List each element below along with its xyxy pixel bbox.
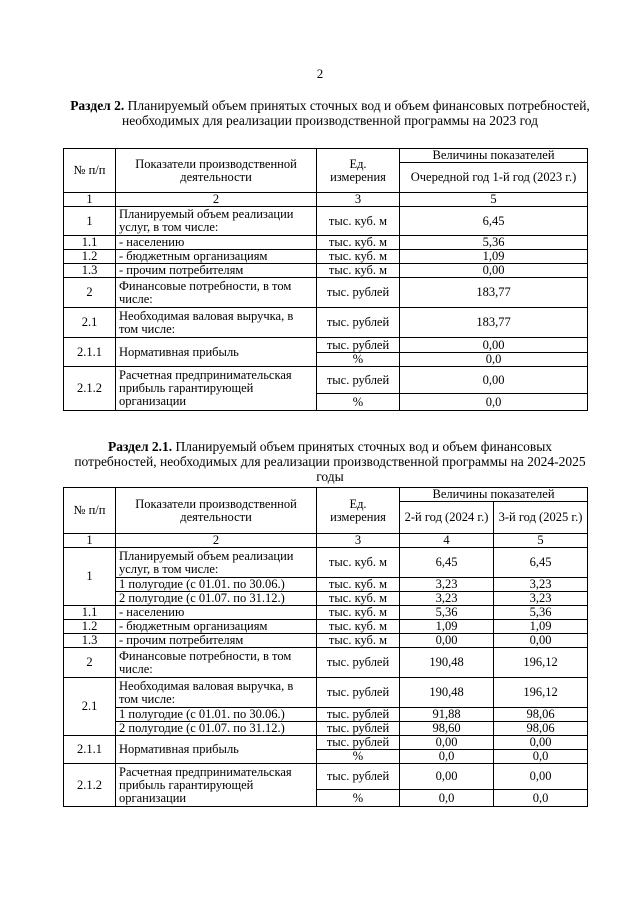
table-row [64, 648, 588, 678]
header-indicator: Показатели производственной деятельности [116, 488, 317, 534]
table-row [64, 708, 588, 722]
row-name: Нормативная прибыль [116, 338, 317, 367]
table-row [64, 620, 588, 634]
row-value: 0,0 [400, 353, 588, 367]
colnum: 2 [116, 193, 317, 207]
row-num: 2.1.1 [64, 338, 116, 367]
row-num: 2.1.2 [64, 764, 116, 807]
section2-table [63, 487, 588, 807]
row-value-2025: 3,23 [494, 578, 588, 592]
table-row [64, 548, 588, 578]
table-row [64, 367, 588, 394]
table-row [64, 634, 588, 648]
header-year3: 3-й год (2025 г.) [494, 502, 588, 534]
section1-title-text: Планируемый объем принятых сточных вод и объем финансовых потребностей, необходимых для реализации производственной программы на 2023 год [122, 98, 590, 128]
row-value-2024: 0,00 [400, 764, 494, 790]
row-value-2024: 91,88 [400, 708, 494, 722]
table-row [64, 207, 588, 236]
row-value-2025: 196,12 [494, 648, 588, 678]
row-value-2024: 3,23 [400, 578, 494, 592]
row-unit: тыс. рублей [317, 764, 400, 790]
header-unit: Ед. измерения [317, 488, 400, 534]
row-num: 2.1.2 [64, 367, 116, 411]
row-num: 1.1 [64, 236, 116, 250]
row-value-2025: 196,12 [494, 678, 588, 708]
row-name: 2 полугодие (с 01.07. по 31.12.) [116, 592, 317, 606]
colnum: 2 [116, 534, 317, 548]
table-row [64, 592, 588, 606]
row-unit: тыс. рублей [317, 678, 400, 708]
table-row [64, 764, 588, 790]
row-unit: тыс. куб. м [317, 548, 400, 578]
row-name: Нормативная прибыль [116, 736, 317, 764]
section1-table [63, 148, 588, 411]
table-row [64, 722, 588, 736]
row-value: 6,45 [400, 207, 588, 236]
row-value-2025: 6,45 [494, 548, 588, 578]
row-value-2024: 190,48 [400, 648, 494, 678]
row-num: 1.2 [64, 620, 116, 634]
row-unit: тыс. куб. м [317, 264, 400, 278]
row-unit: тыс. рублей [317, 338, 400, 353]
page-number: 2 [316, 66, 324, 81]
table-row [64, 678, 588, 708]
header-year1: Очередной год 1-й год (2023 г.) [400, 163, 588, 193]
row-name: - прочим потребителям [116, 634, 317, 648]
row-value-2024: 6,45 [400, 548, 494, 578]
section2-title-bold: Раздел 2.1. [107, 439, 173, 454]
row-unit: тыс. куб. м [317, 606, 400, 620]
row-num: 2.1 [64, 678, 116, 736]
row-value-2025: 0,00 [494, 634, 588, 648]
row-num: 1.3 [64, 264, 116, 278]
row-unit: тыс. куб. м [317, 578, 400, 592]
table-row [64, 736, 588, 750]
row-value: 5,36 [400, 236, 588, 250]
colnum: 3 [317, 534, 400, 548]
row-num: 2.1 [64, 308, 116, 338]
header-num: № п/п [64, 488, 116, 534]
row-unit: % [317, 394, 400, 411]
row-value-2024: 0,00 [400, 736, 494, 750]
row-unit: тыс. куб. м [317, 634, 400, 648]
table-row [64, 264, 588, 278]
row-name: Финансовые потребности, в том числе: [116, 278, 317, 308]
row-unit: тыс. куб. м [317, 236, 400, 250]
row-unit: % [317, 353, 400, 367]
section2-title-text: Планируемый объем принятых сточных вод и объем финансовых потребностей, необходимых для реализации производственной программы на 2024-2025 годы [74, 439, 586, 484]
header-indicator: Показатели производственной деятельности [116, 149, 317, 193]
row-num: 1.3 [64, 634, 116, 648]
row-name: 1 полугодие (с 01.01. по 30.06.) [116, 578, 317, 592]
colnum: 3 [317, 193, 400, 207]
row-value-2024: 1,09 [400, 620, 494, 634]
row-value: 0,0 [400, 394, 588, 411]
row-unit: тыс. рублей [317, 722, 400, 736]
row-num: 2 [64, 648, 116, 678]
row-value-2025: 3,23 [494, 592, 588, 606]
row-name: 1 полугодие (с 01.01. по 30.06.) [116, 708, 317, 722]
row-value-2025: 1,09 [494, 620, 588, 634]
row-unit: тыс. рублей [317, 367, 400, 394]
row-value: 0,00 [400, 338, 588, 353]
row-name: - населению [116, 236, 317, 250]
row-name: - бюджетным организациям [116, 250, 317, 264]
header-num: № п/п [64, 149, 116, 193]
section1-title-bold: Раздел 2. [70, 98, 125, 113]
row-unit: тыс. рублей [317, 708, 400, 722]
row-unit: тыс. куб. м [317, 250, 400, 264]
colnum: 1 [64, 193, 116, 207]
row-unit: тыс. рублей [317, 648, 400, 678]
colnum: 5 [400, 193, 588, 207]
table-row [64, 578, 588, 592]
row-value-2024: 5,36 [400, 606, 494, 620]
row-name: Расчетная предпринимательская прибыль гарантирующей организации [116, 367, 317, 411]
row-value: 0,00 [400, 367, 588, 394]
row-num: 1 [64, 207, 116, 236]
row-value-2024: 3,23 [400, 592, 494, 606]
colnum: 1 [64, 534, 116, 548]
row-name: - прочим потребителям [116, 264, 317, 278]
section2-title [70, 439, 590, 484]
row-value: 1,09 [400, 250, 588, 264]
row-unit: % [317, 750, 400, 764]
row-unit: тыс. рублей [317, 308, 400, 338]
row-num: 2.1.1 [64, 736, 116, 764]
table-row [64, 250, 588, 264]
row-name: Планируемый объем реализации услуг, в том числе: [116, 548, 317, 578]
row-unit: тыс. куб. м [317, 592, 400, 606]
row-value-2024: 190,48 [400, 678, 494, 708]
row-unit: тыс. куб. м [317, 207, 400, 236]
row-value-2024: 0,00 [400, 634, 494, 648]
colnum: 5 [494, 534, 588, 548]
row-value-2024: 98,60 [400, 722, 494, 736]
table-row [64, 338, 588, 353]
row-unit: тыс. рублей [317, 736, 400, 750]
header-year2: 2-й год (2024 г.) [400, 502, 494, 534]
row-value: 0,00 [400, 264, 588, 278]
row-value-2025: 0,0 [494, 790, 588, 807]
row-name: Планируемый объем реализации услуг, в том числе: [116, 207, 317, 236]
row-name: Необходимая валовая выручка, в том числе: [116, 308, 317, 338]
row-value-2025: 0,0 [494, 750, 588, 764]
row-value-2025: 98,06 [494, 722, 588, 736]
row-num: 1.2 [64, 250, 116, 264]
row-value: 183,77 [400, 308, 588, 338]
row-value-2024: 0,0 [400, 790, 494, 807]
table-row [64, 308, 588, 338]
row-name: Финансовые потребности, в том числе: [116, 648, 317, 678]
row-value: 183,77 [400, 278, 588, 308]
row-unit: % [317, 790, 400, 807]
section1-title [70, 98, 590, 128]
header-values: Величины показателей [400, 149, 588, 163]
row-num: 1 [64, 548, 116, 606]
table-row [64, 236, 588, 250]
row-value-2025: 5,36 [494, 606, 588, 620]
row-name: 2 полугодие (с 01.07. по 31.12.) [116, 722, 317, 736]
row-name: - бюджетным организациям [116, 620, 317, 634]
header-values: Величины показателей [400, 488, 588, 502]
row-value-2024: 0,0 [400, 750, 494, 764]
row-name: - населению [116, 606, 317, 620]
colnum: 4 [400, 534, 494, 548]
row-num: 1.1 [64, 606, 116, 620]
table-row [64, 606, 588, 620]
row-value-2025: 0,00 [494, 736, 588, 750]
table-row [64, 278, 588, 308]
header-unit: Ед. измерения [317, 149, 400, 193]
row-unit: тыс. куб. м [317, 620, 400, 634]
row-name: Необходимая валовая выручка, в том числе: [116, 678, 317, 708]
row-unit: тыс. рублей [317, 278, 400, 308]
row-name: Расчетная предпринимательская прибыль гарантирующей организации [116, 764, 317, 807]
row-num: 2 [64, 278, 116, 308]
row-value-2025: 0,00 [494, 764, 588, 790]
row-value-2025: 98,06 [494, 708, 588, 722]
